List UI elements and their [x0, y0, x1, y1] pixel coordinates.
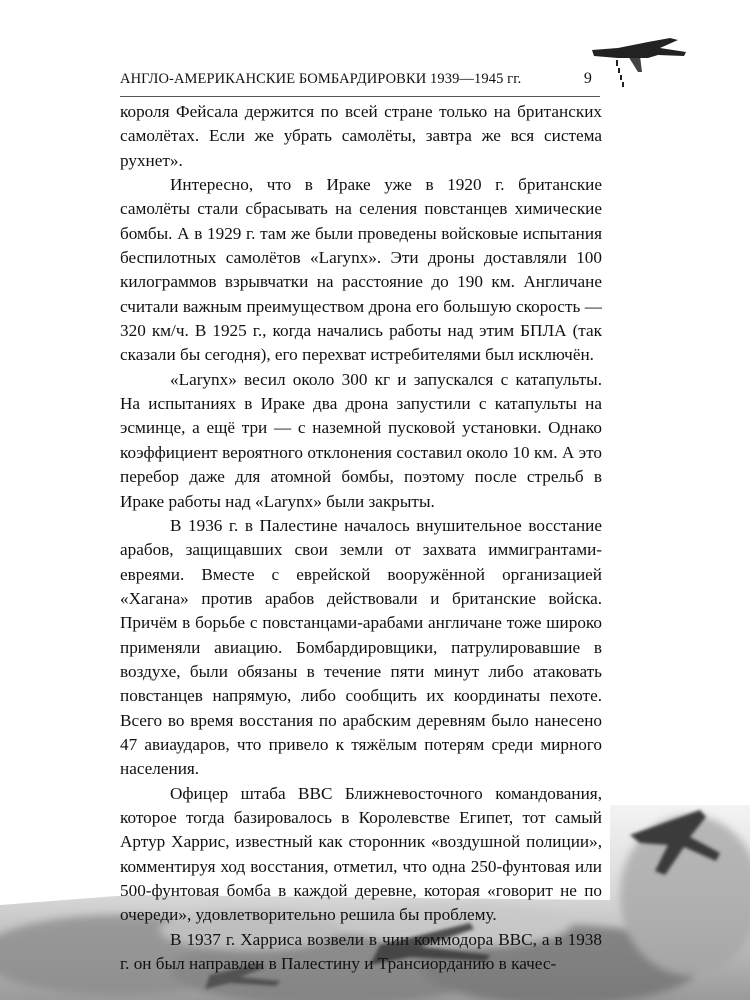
- paragraph: В 1937 г. Харриса возвели в чин коммодора ВВС, а в 1938 г. он был направлен в Палестину и Трансиорданию в качес-: [120, 929, 602, 974]
- bomber-plane-icon: [588, 36, 688, 92]
- running-title: АНГЛО-АМЕРИКАНСКИЕ БОМБАРДИРОВКИ 1939—1945 гг.: [120, 71, 522, 87]
- running-head: [120, 70, 600, 88]
- paragraph: короля Фейсала держится по всей стране только на британских самолётах. Если же убрать самолёты, завтра же вся система рухнет».: [120, 102, 602, 170]
- paragraph: Офицер штаба ВВС Ближневосточного командования, которое тогда базировалось в Королевстве Египет, тот самый Артур Харрис, известный как сторонник «воздушной полиции», комментируя ход восстания, отметил, что одна 250-фунтовая или 500-фунтовая бомба в каждой деревне, которая «говорит не по очереди», удовлетворительно решила бы проблему.: [120, 783, 602, 925]
- body-text: [120, 100, 602, 976]
- paragraph: Интересно, что в Ираке уже в 1920 г. британские самолёты стали сбрасывать на селения повстанцев химические бомбы. А в 1929 г. там же были проведены войсковые испытания беспилотных самолётов «Larynx». Эти дроны доставляли 100 килограммов взрывчатки на расстояние до 190 км. Англичане считали важным преимуществом дрона его большую скорость — 320 км/ч. В 1925 г., когда начались работы над этим БПЛА (так сказали бы сегодня), его перехват истребителями был исключён.: [120, 175, 602, 365]
- page-number: 9: [583, 70, 592, 87]
- header-rule: [120, 96, 600, 97]
- paragraph: В 1936 г. в Палестине началось внушительное восстание арабов, защищавших свои земли от захвата иммигрантами-евреями. Вместе с еврейской вооружённой организацией «Хагана» против арабов действовали и британские войска. Причём в борьбе с повстанцами-арабами англичане тоже широко применяли авиацию. Бомбардировщики, патрулировавшие в воздухе, были обязаны в течение пяти минут либо атаковать повстанцев напрямую, либо сообщить их координаты пехоте. Всего во время восстания по арабским деревням было нанесено 47 авиаударов, что привело к тяжёлым потерям среди мирного населения.: [120, 515, 602, 779]
- paragraph: «Larynx» весил около 300 кг и запускался с катапульты. На испытаниях в Ираке два дрона запустили с катапульты на эсминце, а ещё три — с наземной пусковой установки. Однако коэффициент вероятного отклонения составил около 10 км. А это перебор даже для атомной бомбы, поэтому после стрельб в Ираке работы над «Larynx» были закрыты.: [120, 369, 602, 511]
